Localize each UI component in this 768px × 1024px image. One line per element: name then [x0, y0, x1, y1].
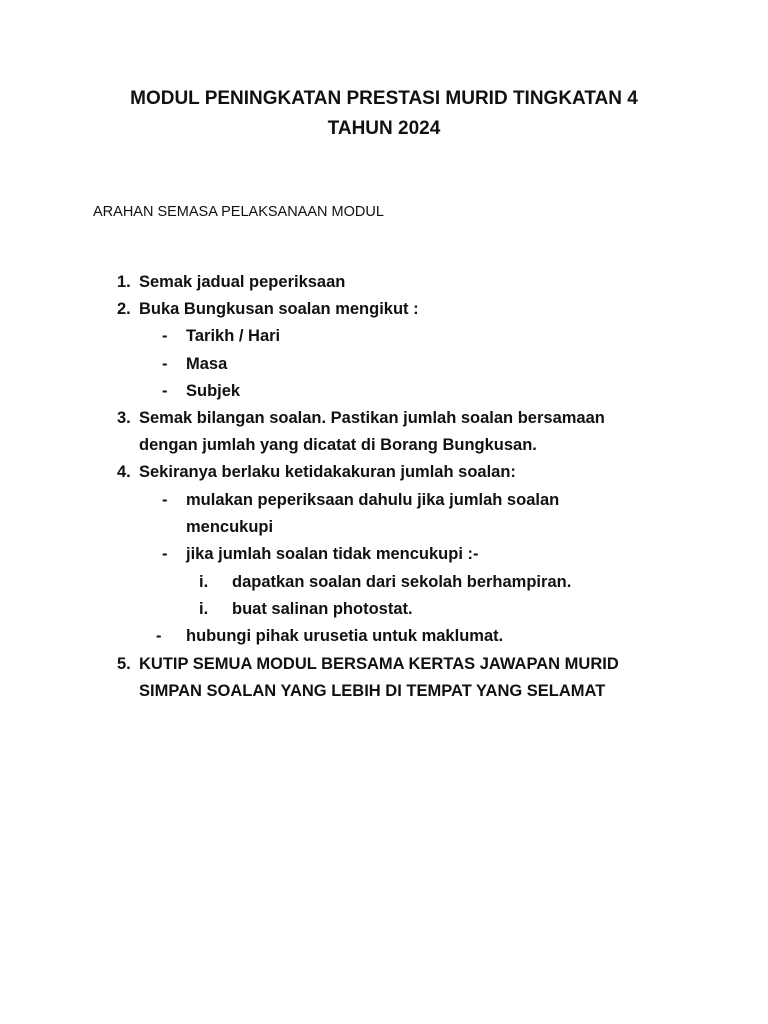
list-number: 4.: [117, 463, 131, 481]
list-item-text: Semak bilangan soalan. Pastikan jumlah soalan bersamaan: [139, 409, 605, 427]
bullet-dash: -: [162, 382, 168, 400]
bullet-dash: -: [162, 545, 168, 563]
sub-item-text: Masa: [186, 355, 228, 373]
bullet-dash: -: [156, 627, 162, 645]
list-item-text: Sekiranya berlaku ketidakakuran jumlah soalan:: [139, 463, 516, 481]
list-number: 2.: [117, 300, 131, 318]
sub-item-text: hubungi pihak urusetia untuk maklumat.: [186, 627, 504, 645]
list-item-text: Buka Bungkusan soalan mengikut :: [139, 300, 419, 318]
roman-numeral: i.: [199, 600, 209, 618]
sub-item-text-continued: mencukupi: [186, 518, 274, 536]
sub-item-text: jika jumlah soalan tidak mencukupi :-: [186, 545, 479, 563]
list-item-text: Semak jadual peperiksaan: [139, 273, 346, 291]
bullet-dash: -: [162, 491, 168, 509]
document-title-line2: TAHUN 2024: [327, 118, 441, 139]
roman-numeral: i.: [199, 573, 209, 591]
instructions-heading: ARAHAN SEMASA PELAKSANAAN MODUL: [93, 204, 384, 220]
sub-item-text: mulakan peperiksaan dahulu jika jumlah soalan: [186, 491, 560, 509]
list-item-text-continued: dengan jumlah yang dicatat di Borang Bungkusan.: [139, 436, 537, 454]
document-title-line1: MODUL PENINGKATAN PRESTASI MURID TINGKATAN 4: [130, 88, 638, 109]
roman-item-text: dapatkan soalan dari sekolah berhampiran.: [232, 573, 572, 591]
list-item-text-continued: SIMPAN SOALAN YANG LEBIH DI TEMPAT YANG SELAMAT: [139, 682, 606, 700]
bullet-dash: -: [162, 327, 168, 345]
bullet-dash: -: [162, 355, 168, 373]
list-number: 5.: [117, 655, 131, 673]
list-number: 1.: [117, 273, 131, 291]
list-item-text: KUTIP SEMUA MODUL BERSAMA KERTAS JAWAPAN MURID: [139, 655, 619, 673]
sub-item-text: Subjek: [186, 382, 241, 400]
roman-item-text: buat salinan photostat.: [232, 600, 413, 618]
list-number: 3.: [117, 409, 131, 427]
sub-item-text: Tarikh / Hari: [186, 327, 281, 345]
